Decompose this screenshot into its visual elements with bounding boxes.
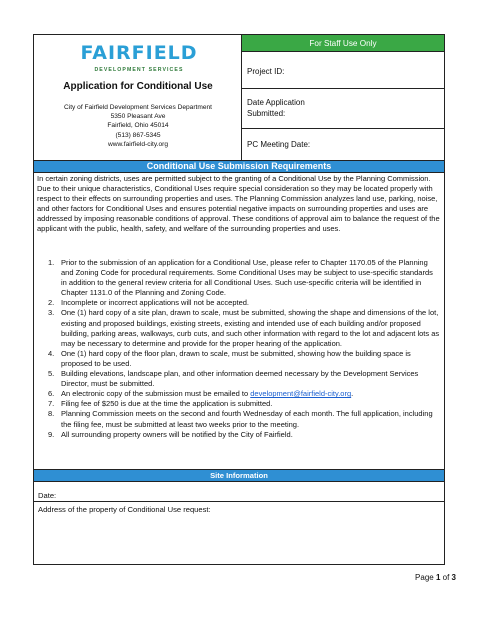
page-number: Page 1 of 3: [415, 573, 456, 582]
logo-wordmark: FAIRFIELD: [80, 42, 198, 64]
list-item: 5. Building elevations, landscape plan, and other information deemed necessary by the Development Services Director, must be submitted.: [48, 369, 419, 389]
property-address-label: Address of the property of Conditional Use request:: [38, 505, 211, 514]
phone-number: (513) 867-5345: [115, 131, 161, 139]
list-item: 9. All surrounding property owners will be notified by the City of Fairfield.: [48, 429, 293, 439]
submission-requirements-heading: Conditional Use Submission Requirements: [34, 160, 444, 173]
address-line: Fairfield, Ohio 45014: [107, 122, 169, 130]
list-item: 8. Planning Commission meets on the second and fourth Wednesday of each month. The full application, including the filing fee, must be submitted at least two weeks prior to the meeting.: [48, 409, 433, 429]
project-id-field[interactable]: [242, 52, 444, 89]
department-address: [34, 103, 242, 149]
list-item: 7. Filing fee of $250 is due at the time the application is submitted.: [48, 399, 273, 409]
list-item: 1. Prior to the submission of an application for a Conditional Use, please refer to Chapter 1170.05 of the Planning and Zoning Code for procedural requirements. Some Conditional Uses may be subject to use-specific standards in addition to the general review criteria for all Conditional Uses. Such use-specific criteria will be identified in Chapter 1131.0 of the Planning and Zoning Code.: [48, 258, 433, 298]
requirements-list: [48, 258, 440, 440]
date-submitted-field[interactable]: [242, 89, 444, 129]
application-form: [33, 34, 445, 565]
pc-meeting-date-field[interactable]: [242, 129, 444, 160]
form-header: [34, 35, 444, 160]
website: www.fairfield-city.org: [108, 140, 168, 148]
date-field[interactable]: [34, 482, 444, 502]
address-line: 5350 Pleasant Ave: [110, 113, 166, 121]
email-link[interactable]: development@fairfield-city.org: [250, 389, 352, 399]
header-identity: [34, 35, 242, 160]
date-submitted-label-cont: Submitted:: [247, 109, 286, 118]
site-information-heading: Site Information: [34, 469, 444, 482]
pc-meeting-date-label: PC Meeting Date:: [247, 140, 311, 149]
property-address-field[interactable]: [34, 502, 444, 564]
list-item: 2. Incomplete or incorrect applications will not be accepted.: [48, 298, 250, 308]
intro-paragraph: In certain zoning districts, uses are permitted subject to the granting of a Conditional Use by the Planning Commission. Due to their unique characteristics, Conditional Uses require special consideration so they may be located properly with respect to their effects on surrounding properties and uses. The Planning Commission analyzes land use, parking, noise, and other factors for Conditional Uses and ensures potential negative impacts on surrounding properties and uses are addressed by imposing reasonable conditions of approval. These conditions of approval aim to balance the request of the applicant with the public, health, safety, and welfare of the surrounding properties and uses.: [37, 174, 440, 234]
list-item: 6. An electronic copy of the submission must be emailed to development@fairfield-city.org.: [48, 389, 354, 399]
list-item: 3. One (1) hard copy of a site plan, drawn to scale, must be submitted, showing the shape and dimensions of the lot, existing and proposed buildings, existing streets, existing and intended use of each building and/or proposed building, parking areas, walkways, curb cuts, and such other information with regard to the lot and adjacent lots as may be necessary to determine and provide for the proper hearing of the application.: [48, 308, 440, 348]
date-label: Date:: [38, 491, 57, 500]
staff-use-heading: For Staff Use Only: [242, 35, 444, 52]
logo-subtitle: DEVELOPMENT SERVICES: [94, 67, 184, 73]
address-line: City of Fairfield Development Services Department: [63, 104, 213, 111]
form-title: Application for Conditional Use: [63, 81, 213, 92]
date-submitted-label: Date Application: [247, 98, 305, 107]
staff-use-panel: [242, 35, 444, 160]
fairfield-logo: [74, 41, 204, 77]
project-id-label: Project ID:: [247, 67, 285, 76]
list-item: 4. One (1) hard copy of the floor plan, drawn to scale, must be submitted, showing how the building space is proposed to be used.: [48, 348, 411, 368]
